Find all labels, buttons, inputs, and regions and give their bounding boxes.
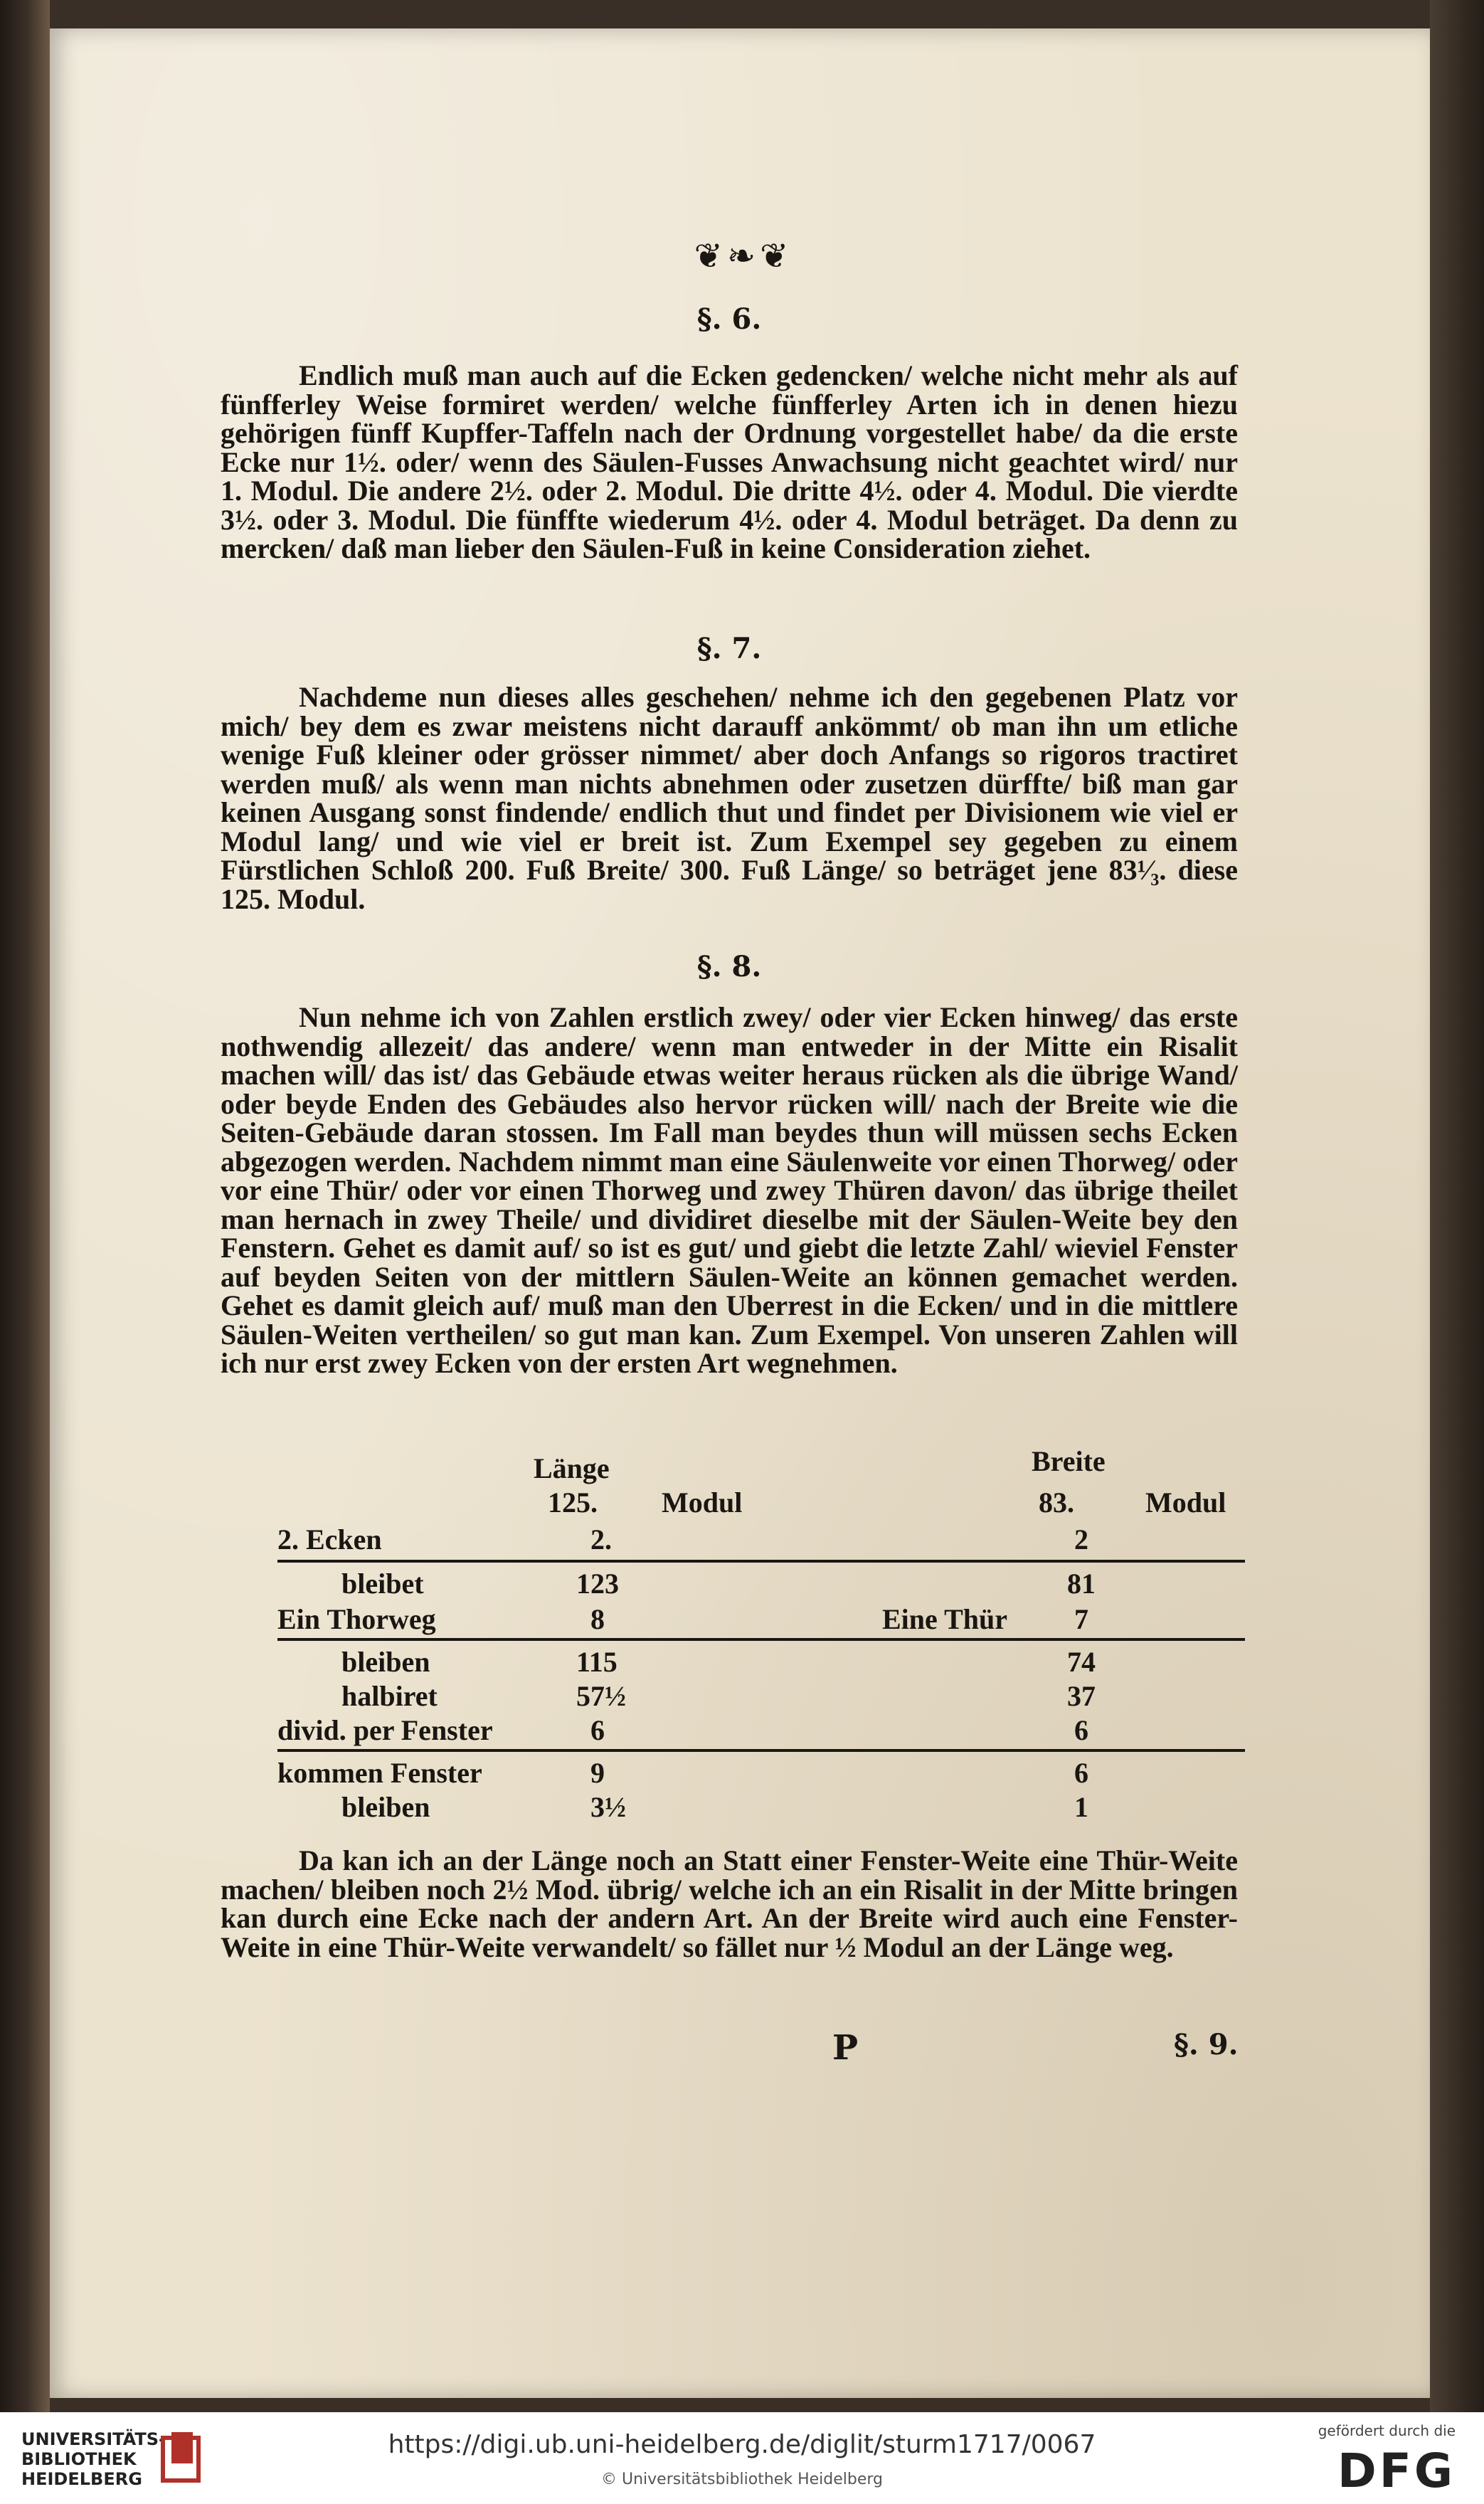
row-breite: 81 (1067, 1568, 1096, 1600)
row-laenge: 3½ (590, 1791, 626, 1823)
dfg-logo[interactable]: DFG (1337, 2444, 1456, 2498)
row-breite: 7 (1074, 1603, 1088, 1635)
paragraph: Endlich muß man auch auf die Ecken gedencken/ welche nicht mehr als auf fünfferley Weise formiret werden/ welche fünfferley Arten ich in denen hiezu gehörigen fünff Kupffer-Taffeln nach der Ordnung vorgestellet habe/ da die erste Ecke nur 1½. oder/ wenn des Säulen-Fusses Anwachsung nicht geachtet wird/ nur 1. Modul. Die andere 2½. oder 2. Modul. Die dritte 4½. oder 4. Modul. Die vierdte 3½. oder 3. Modul. Die fünffte wiederum 4½. oder 4. Modul beträget. Da denn zu mercken/ daß man lieber den Säulen-Fuß in keine Consideration ziehet. (221, 359, 1238, 564)
copyright-text: © Universitätsbibliothek Heidelberg (600, 2471, 883, 2488)
section-heading: §. 8. (696, 950, 762, 983)
row-breite: 6 (1074, 1757, 1088, 1789)
permalink-url[interactable]: https://digi.ub.uni-heidelberg.de/diglit/sturm1717/0067 (388, 2430, 1096, 2459)
section-heading: §. 6. (696, 302, 762, 336)
row-label: divid. per Fenster (277, 1714, 493, 1746)
catchword: §. 9. (1174, 2028, 1239, 2061)
closing-paragraph: Da kan ich an der Länge noch an Statt einer Fenster-Weite eine Thür-Weite machen/ bleiben noch 2½ Mod. übrig/ welche ich an ein Risalit in der Mitte bringen kan durch eine Ecke nach der andern Art. An der Breite wird auch eine Fenster-Weite in eine Thür-Weite verwandelt/ so fället nur ½ Modul an der Länge weg. (221, 1844, 1238, 1963)
row-laenge: 6 (590, 1714, 605, 1746)
row-laenge: 8 (590, 1603, 605, 1635)
book-spine (0, 0, 50, 2412)
table-rule (277, 1560, 1245, 1563)
row-laenge: 123 (576, 1568, 619, 1600)
row-laenge: 9 (590, 1757, 605, 1789)
header-breite: Breite (1032, 1445, 1106, 1477)
library-logo[interactable]: UNIVERSITÄTS- BIBLIOTHEK HEIDELBERG (21, 2429, 166, 2489)
row-laenge: 115 (576, 1646, 618, 1678)
section-heading: §. 7. (696, 632, 762, 665)
row-breite: 6 (1074, 1714, 1088, 1746)
funding-note: gefördert durch die (1318, 2422, 1456, 2439)
row-laenge: 57½ (576, 1680, 626, 1712)
row-label: 2. Ecken (277, 1523, 382, 1555)
row-label: bleibet (341, 1568, 424, 1600)
header-laenge: Länge (534, 1452, 610, 1484)
signature-mark: P (832, 2028, 859, 2068)
row-label: bleiben (341, 1791, 430, 1823)
row-breite: 37 (1067, 1680, 1096, 1712)
paragraph: Nachdeme nun dieses alles geschehen/ nehme ich den gegebenen Platz vor mich/ bey dem es zwar meistens nicht darauff ankömmt/ ob man ihn um etliche wenige Fuß kleiner oder grösser nimmet/ aber doch Anfangs so rigoros tractiret werden muß/ als wenn man nichts abnehmen oder zusetzen dürffte/ biß man gar keinen Ausgang sonst findende/ endlich thut und findet per Divisionem wie viel er Modul lang/ und wie viel er breit ist. Zum Exempel sey gegeben zu einem Fürstlichen Schloß 200. Fuß Breite/ 300. Fuß Länge/ so beträget jene 83¹⁄₃. diese 125. Modul. (221, 681, 1238, 915)
row-label: halbiret (341, 1680, 438, 1712)
row-breite: 1 (1074, 1791, 1088, 1823)
book-page (50, 28, 1430, 2398)
table-rule (277, 1749, 1245, 1752)
laenge-total: 125. (548, 1486, 598, 1518)
row-label: Ein Thorweg (277, 1603, 436, 1635)
breite-total: 83. (1039, 1486, 1074, 1518)
ornament-icon: ❦❧❦ (694, 236, 793, 276)
calculation-table (277, 1445, 1245, 1823)
page-edge (1430, 0, 1484, 2412)
header-modul: Modul (1145, 1486, 1226, 1518)
row-label: kommen Fenster (277, 1757, 482, 1789)
row-label: bleiben (341, 1646, 430, 1678)
row-breite: 74 (1067, 1646, 1096, 1678)
header-modul: Modul (662, 1486, 743, 1518)
row-breite: 2 (1074, 1523, 1088, 1555)
paragraph: Nun nehme ich von Zahlen erstlich zwey/ oder vier Ecken hinweg/ das erste nothwendig allezeit/ das andere/ wenn man entweder in der Mitte ein Risalit machen will/ das ist/ das Gebäude etwas weiter heraus rücken als die übrige Wand/ oder beyde Enden des Gebäudes also hervor rücken will/ nach der Breite wie die Seiten-Gebäude daran stossen. Im Fall man beydes thun will müssen sechs Ecken abgezogen werden. Nachdem nimmt man eine Säulenweite vor einen Thorweg/ oder vor eine Thür/ oder vor einen Thorweg und zwey Thüren davon/ das übrige theilet man hernach in zwey Theile/ und dividiret dieselbe mit der Säulen-Weite bey den Fenstern. Gehet es damit auf/ so ist es gut/ und giebt die letzte Zahl/ wieviel Fenster auf beyden Seiten von der mittlern Säulen-Weite an können gemachet werden. Gehet es damit gleich auf/ muß man den Uberrest in die Ecken/ und in die mittlere Säulen-Weiten vertheilen/ so gut man kan. Zum Exempel. Von unseren Zahlen will ich nur erst zwey Ecken von der ersten Art wegnehmen. (221, 1001, 1238, 1379)
table-rule (277, 1638, 1245, 1641)
row-mid-label: Eine Thür (882, 1603, 1007, 1635)
viewer-footer (0, 2412, 1484, 2504)
row-laenge: 2. (590, 1523, 612, 1555)
